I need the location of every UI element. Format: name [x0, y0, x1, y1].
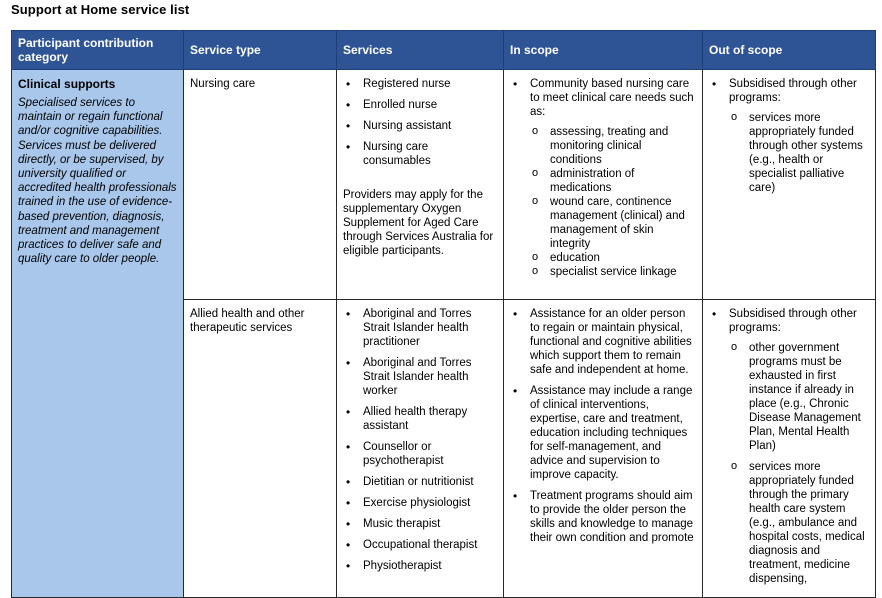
list-item: • Dietitian or nutritionist [343, 475, 497, 489]
list-item: • Nursing care consumables [343, 140, 497, 168]
list-item: o services more appropriately funded through other systems (e.g., health or specialist palliative care) [729, 111, 869, 195]
services-note: Providers may apply for the supplementary Oxygen Supplement for Aged Care through Services Australia for eligible participants. [343, 189, 494, 257]
service-table [11, 30, 876, 598]
list-item: • Allied health therapy assistant [343, 405, 497, 433]
list-item: • Exercise physiologist [343, 496, 497, 510]
page-title: Support at Home service list [11, 2, 190, 17]
list-item: • Aboriginal and Torres Strait Islander health worker [343, 356, 497, 398]
header-out-of-scope: Out of scope [703, 31, 876, 70]
header-in-scope: In scope [504, 31, 703, 70]
list-item: • Counsellor or psychotherapist [343, 440, 497, 468]
list-item: o education [530, 251, 696, 265]
list-item: o other government programs must be exhausted in first instance if already in place (e.g., Chronic Disease Management Plan, Mental Health Plan) [729, 341, 869, 453]
list-item: o specialist service linkage [530, 265, 696, 279]
table-row [12, 70, 876, 300]
list-item: o services more appropriately funded through the primary health care system (e.g., ambulance and hospital costs, medical diagnosis and treatment, medicine dispensing, [729, 460, 869, 586]
service-type-cell: Nursing care [184, 70, 337, 300]
list-item: • Occupational therapist [343, 538, 497, 552]
list-item: • Aboriginal and Torres Strait Islander health practitioner [343, 307, 497, 349]
services-cell [337, 70, 504, 300]
list-item: • Nursing assistant [343, 119, 497, 133]
list-item: o administration of medications [530, 167, 696, 195]
list-item: • Subsidised through other programs: o other government programs must be exhausted in first instance if already in place (e.g., Chronic Disease Management Plan, Mental Health Plan) o services more appropriately funded through the primary health care system (e.g., ambulance and hospital costs, medical diagnosis and treatment, medicine dispensing, [709, 307, 869, 586]
in-scope-cell [504, 300, 703, 598]
out-of-scope-cell [703, 70, 876, 300]
list-item: • Treatment programs should aim to provide the older person the skills and knowledge to manage their own condition and promote [510, 489, 696, 545]
header-category: Participant contribution category [12, 31, 184, 70]
out-of-scope-cell [703, 300, 876, 598]
in-scope-cell [504, 70, 703, 300]
list-item: o assessing, treating and monitoring clinical conditions [530, 125, 696, 167]
list-item: • Music therapist [343, 517, 497, 531]
category-title: Clinical supports [18, 77, 116, 91]
list-item: o wound care, continence management (clinical) and management of skin integrity [530, 195, 696, 251]
category-cell [12, 70, 184, 598]
list-item: • Enrolled nurse [343, 98, 497, 112]
list-item: • Community based nursing care to meet clinical care needs such as: o assessing, treating and monitoring clinical conditions o administration of medications o wound care, continence management (clinical) and management of skin integrity o education o specialist service linkage [510, 77, 696, 279]
header-service-type: Service type [184, 31, 337, 70]
list-item: • Physiotherapist [343, 559, 497, 573]
list-item: • Assistance for an older person to regain or maintain physical, functional and cognitive abilities which support them to remain safe and independent at home. [510, 307, 696, 377]
list-item: • Registered nurse [343, 77, 497, 91]
services-cell [337, 300, 504, 598]
list-item: • Subsidised through other programs: o services more appropriately funded through other systems (e.g., health or specialist palliative care) [709, 77, 869, 195]
category-description: Specialised services to maintain or regain functional and/or cognitive capabilities. Services must be delivered directly, or be supervised, by university qualified or accredited health professionals trained in the use of evidence-based prevention, diagnosis, treatment and management practices to deliver safe and quality care to older people. [18, 97, 177, 266]
service-type-cell: Allied health and other therapeutic services [184, 300, 337, 598]
header-services: Services [337, 31, 504, 70]
list-item: • Assistance may include a range of clinical interventions, expertise, care and treatment, education including techniques for self-management, and advice and supervision to improve capacity. [510, 384, 696, 482]
table-header-row [12, 31, 876, 70]
